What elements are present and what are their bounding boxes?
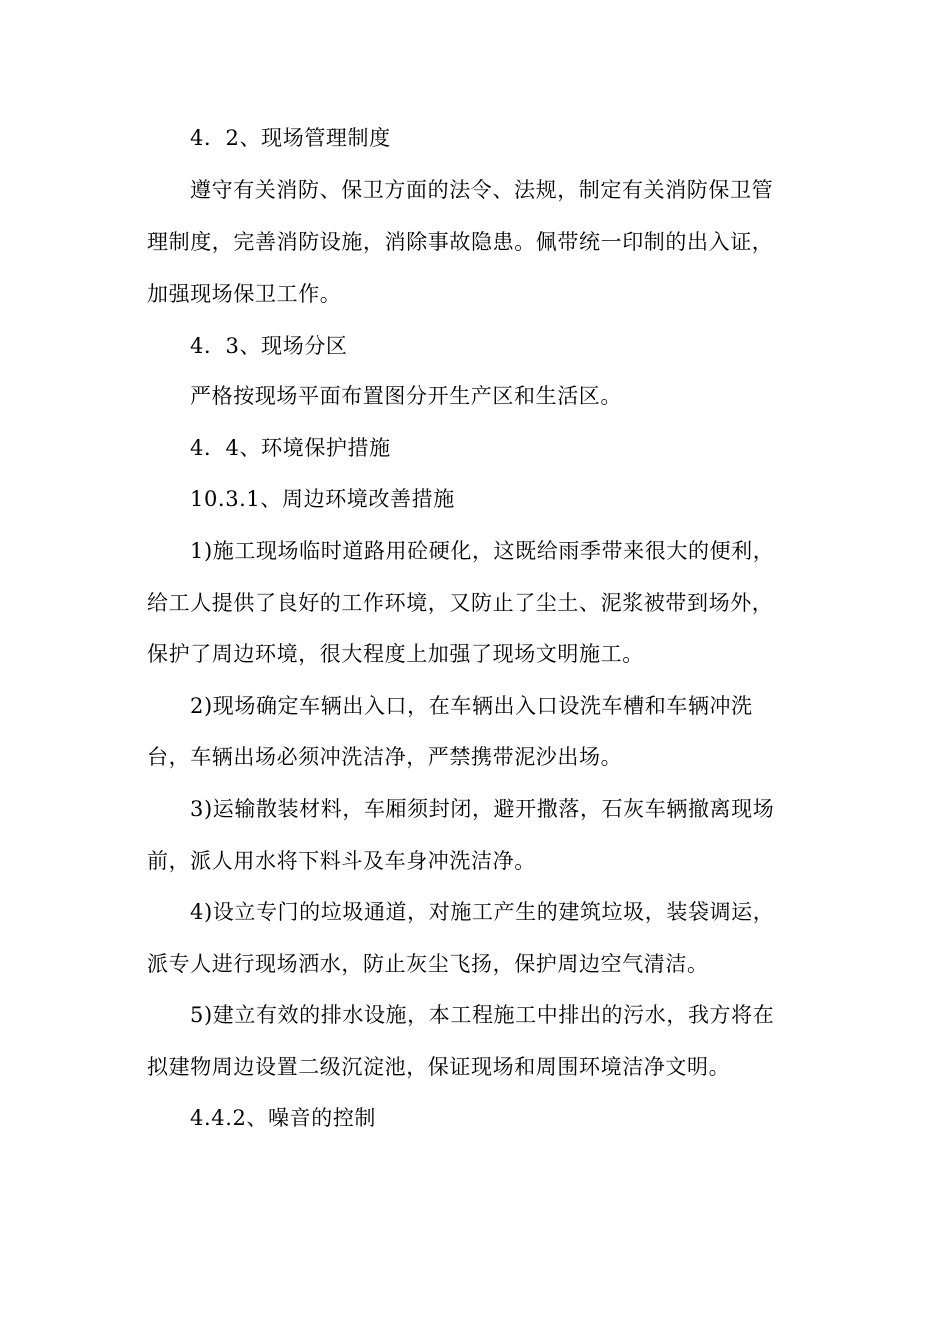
paragraph-line: 理制度，完善消防设施，消除事故隐患。佩带统一印制的出入证，: [147, 230, 774, 254]
paragraph-line: 拟建物周边设置二级沉淀池，保证现场和周围环境洁净文明。: [147, 1055, 731, 1079]
section-heading: 4．3、现场分区: [190, 334, 348, 358]
paragraph-line: 台，车辆出场必须冲洗洁净，严禁携带泥沙出场。: [147, 745, 623, 769]
paragraph-line: 5)建立有效的排水设施，本工程施工中排出的污水，我方将在: [190, 1003, 775, 1027]
paragraph-line: 3)运输散装材料，车厢须封闭，避开撒落，石灰车辆撤离现场: [190, 797, 775, 821]
paragraph-line: 派专人进行现场洒水，防止灰尘飞扬，保护周边空气清洁。: [147, 952, 709, 976]
paragraph-line: 给工人提供了良好的工作环境，又防止了尘土、泥浆被带到场外，: [147, 591, 774, 615]
paragraph-line: 2)现场确定车辆出入口，在车辆出入口设洗车槽和车辆冲洗: [190, 694, 753, 718]
section-heading: 4．2、现场管理制度: [190, 126, 391, 150]
paragraph-line: 保护了周边环境，很大程度上加强了现场文明施工。: [147, 642, 644, 666]
paragraph-line: 前，派人用水将下料斗及车身冲洗洁净。: [147, 849, 536, 873]
paragraph-line: 4)设立专门的垃圾通道，对施工产生的建筑垃圾，装袋调运，: [190, 900, 775, 924]
paragraph-line: 遵守有关消防、保卫方面的法令、法规，制定有关消防保卫管: [190, 178, 774, 202]
paragraph-line: 1)施工现场临时道路用砼硬化，这既给雨季带来很大的便利，: [190, 539, 775, 563]
paragraph-line: 加强现场保卫工作。: [147, 282, 342, 306]
paragraph-line: 严格按现场平面布置图分开生产区和生活区。: [190, 384, 622, 408]
subsection-heading: 10.3.1、周边环境改善措施: [190, 487, 455, 511]
subsection-heading: 4.4.2、噪音的控制: [190, 1106, 377, 1130]
section-heading: 4．4、环境保护措施: [190, 436, 391, 460]
